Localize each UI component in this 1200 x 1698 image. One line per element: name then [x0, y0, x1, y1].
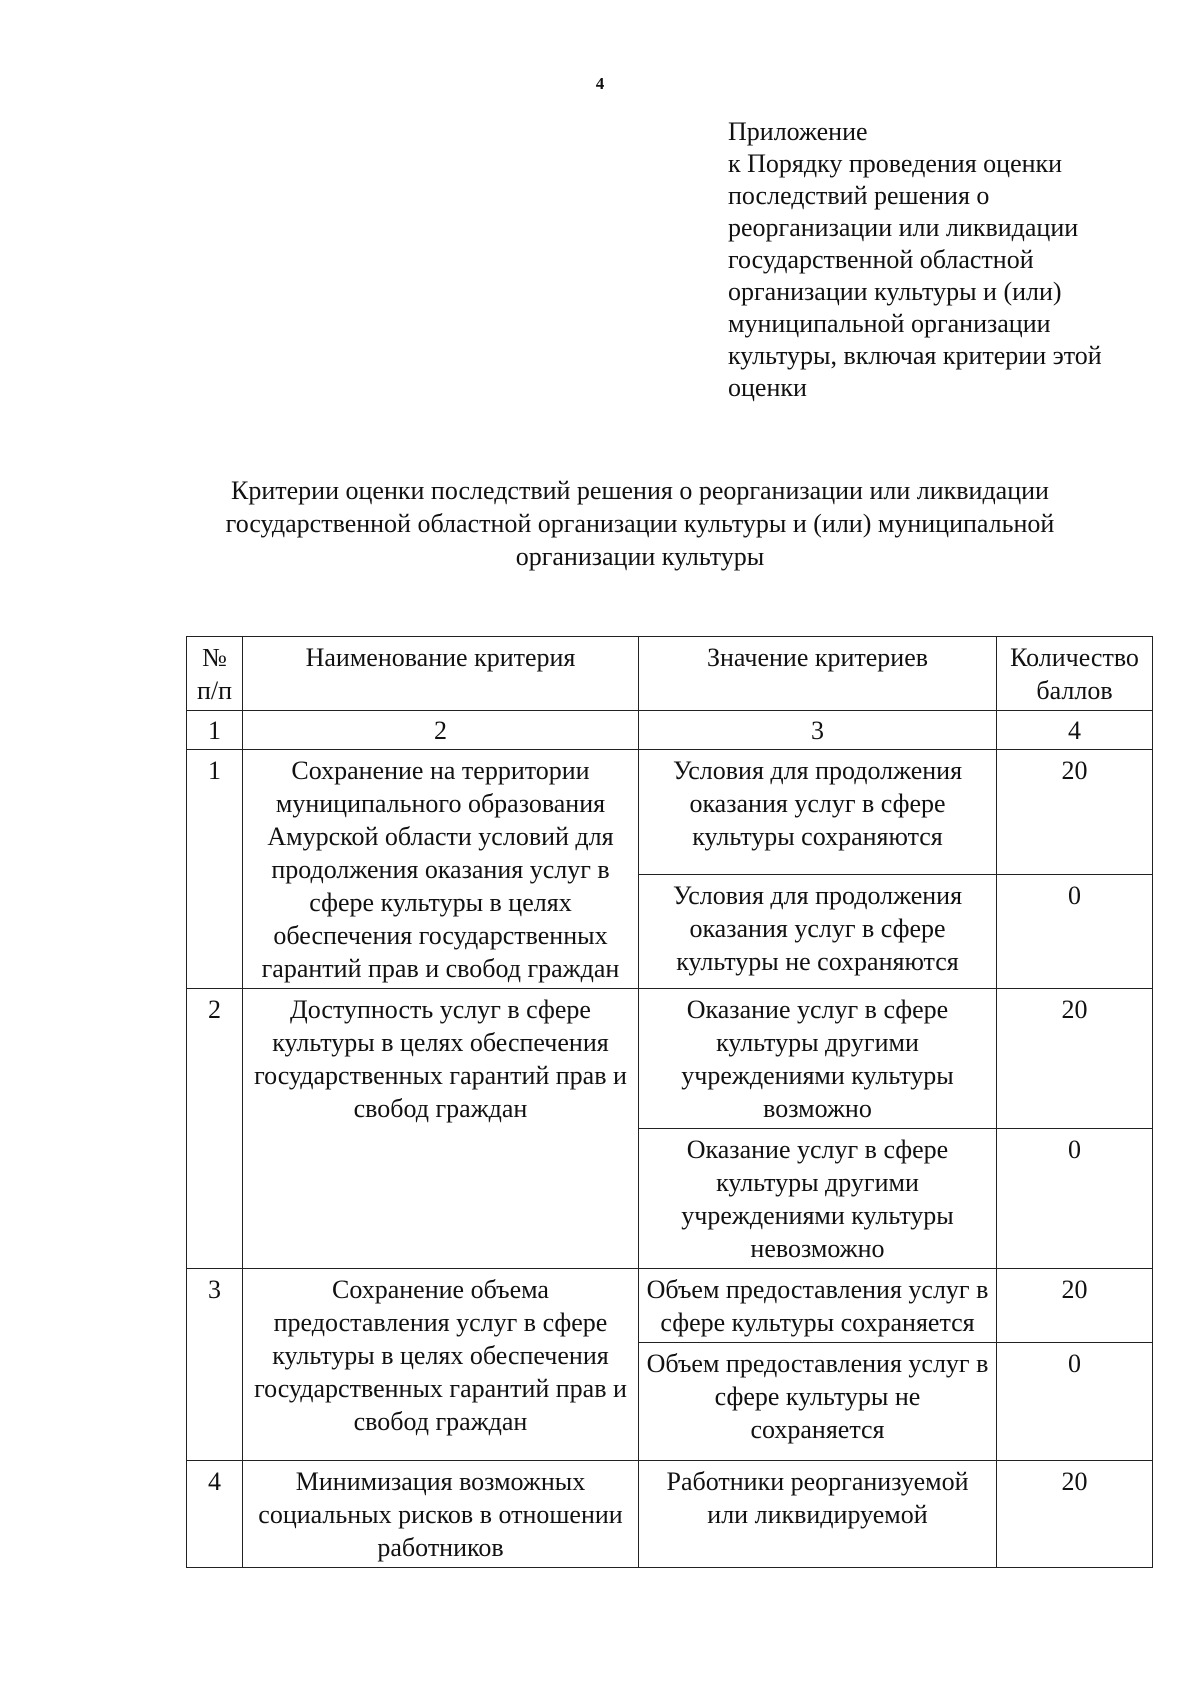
title-line: Критерии оценки последствий решения о реорганизации или ликвидации — [231, 476, 1049, 505]
document-title — [140, 474, 1140, 573]
table-row — [187, 1461, 1153, 1568]
criterion-name: Сохранение на территории муниципального образования Амурской области условий для продолжения оказания услуг в сфере культуры в целях обеспечения государственных гарантий прав и свобод граждан — [243, 750, 639, 989]
row-number: 2 — [187, 989, 243, 1269]
criterion-value: Условия для продолжения оказания услуг в сфере культуры не сохраняются — [639, 875, 997, 989]
appendix-line: последствий решения о — [728, 181, 990, 210]
criterion-value: Объем предоставления услуг в сфере культуры сохраняется — [639, 1269, 997, 1343]
appendix-line: муниципальной организации — [728, 309, 1051, 338]
criteria-table — [186, 636, 1153, 1568]
criterion-points: 0 — [997, 1129, 1153, 1269]
criterion-value: Условия для продолжения оказания услуг в сфере культуры сохраняются — [639, 750, 997, 875]
table-row — [187, 1269, 1153, 1343]
header-criterion-name: Наименование критерия — [243, 637, 639, 711]
row-number: 1 — [187, 750, 243, 989]
column-number: 1 — [187, 711, 243, 750]
criterion-points: 20 — [997, 989, 1153, 1129]
row-number: 3 — [187, 1269, 243, 1461]
appendix-note — [728, 116, 1188, 404]
row-number: 4 — [187, 1461, 243, 1568]
appendix-line: организации культуры и (или) — [728, 277, 1062, 306]
appendix-line: к Порядку проведения оценки — [728, 149, 1063, 178]
column-number: 2 — [243, 711, 639, 750]
column-number-row — [187, 711, 1153, 750]
criterion-points: 20 — [997, 1269, 1153, 1343]
column-number: 3 — [639, 711, 997, 750]
criterion-name: Доступность услуг в сфере культуры в целях обеспечения государственных гарантий прав и свобод граждан — [243, 989, 639, 1269]
title-line: организации культуры — [515, 542, 765, 571]
appendix-line: реорганизации или ликвидации — [728, 213, 1079, 242]
criterion-name: Сохранение объема предоставления услуг в сфере культуры в целях обеспечения государственных гарантий прав и свобод граждан — [243, 1269, 639, 1461]
header-criterion-value: Значение критериев — [639, 637, 997, 711]
appendix-line: государственной областной — [728, 245, 1034, 274]
table-header-row — [187, 637, 1153, 711]
title-line: государственной областной организации культуры и (или) муниципальной — [225, 509, 1055, 538]
header-number: № п/п — [187, 637, 243, 711]
table-row — [187, 989, 1153, 1129]
criterion-value: Работники реорганизуемой или ликвидируемой — [639, 1461, 997, 1568]
appendix-line: оценки — [728, 373, 807, 402]
appendix-line: культуры, включая критерии этой — [728, 341, 1102, 370]
column-number: 4 — [997, 711, 1153, 750]
criterion-value: Оказание услуг в сфере культуры другими учреждениями культуры невозможно — [639, 1129, 997, 1269]
header-points: Количество баллов — [997, 637, 1153, 711]
appendix-line: Приложение — [728, 117, 868, 146]
criterion-value: Объем предоставления услуг в сфере культуры не сохраняется — [639, 1343, 997, 1461]
criterion-points: 0 — [997, 875, 1153, 989]
table-row — [187, 750, 1153, 875]
criterion-value: Оказание услуг в сфере культуры другими учреждениями культуры возможно — [639, 989, 997, 1129]
criterion-points: 0 — [997, 1343, 1153, 1461]
page-number: 4 — [595, 74, 605, 93]
criterion-name: Минимизация возможных социальных рисков в отношении работников — [243, 1461, 639, 1568]
criterion-points: 20 — [997, 1461, 1153, 1568]
criterion-points: 20 — [997, 750, 1153, 875]
